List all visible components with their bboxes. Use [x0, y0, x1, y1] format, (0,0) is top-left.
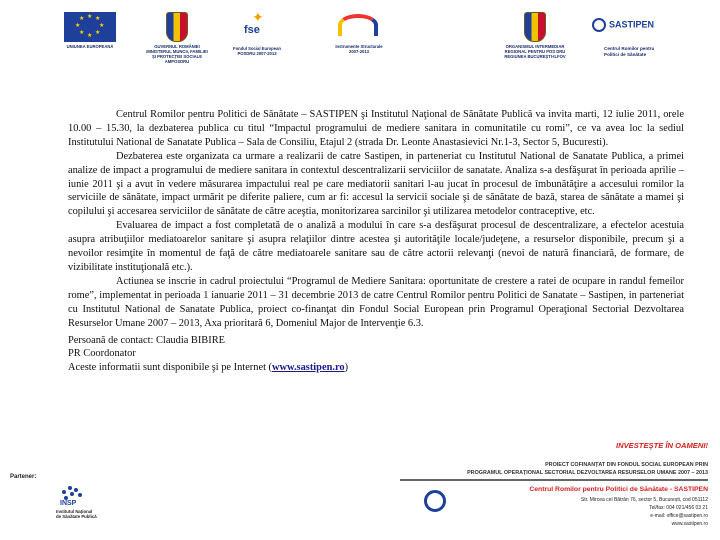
sastipen-logo: [592, 18, 654, 32]
partner-label: Partener:: [10, 474, 37, 480]
eu-flag-icon: ★ ★ ★ ★ ★ ★ ★ ★: [64, 12, 116, 42]
sastipen-caption: [604, 46, 684, 57]
org-name: Centrul Romilor pentru Politici de Sănătate - SASTIPEN: [529, 486, 708, 493]
instrumente-logo: [324, 12, 394, 54]
structural-instruments-icon: [334, 12, 384, 42]
eu-caption: UNIUNEA EUROPEANĂ: [66, 44, 114, 49]
insp-caption-line: Institutul Național: [56, 509, 93, 514]
romania-coat-of-arms-icon: [524, 12, 546, 42]
project-line-1: PROIECT COFINANȚAT DIN FONDUL SOCIAL EUROPEAN PRIN: [545, 462, 708, 468]
press-release-body: [68, 108, 684, 375]
romania-coat-of-arms-icon: [166, 12, 188, 42]
info-prefix: Aceste informatii sunt disponibile şi pe Internet (: [68, 362, 273, 374]
insp-caption-line: de Sănătate Publică: [56, 514, 97, 520]
guvern-logo: [138, 12, 216, 64]
info-line: [68, 361, 684, 375]
invest-slogan: INVESTEŞTE ÎN OAMENI!: [616, 441, 708, 450]
instrumente-caption-line: 2007-2013: [348, 49, 370, 54]
org-web[interactable]: www.sastipen.ro: [671, 521, 708, 527]
oi-logo: [494, 12, 576, 59]
sastipen-name: SASTIPEN: [609, 19, 655, 30]
guvern-caption-line: AMPOSDRU: [164, 59, 190, 64]
oi-caption-line: REGIUNEA BUCUREȘTI-ILFOV: [504, 54, 566, 59]
sastipen-caption-line: Centrul Romilor pentru: [604, 46, 655, 51]
insp-name: INSP: [60, 500, 77, 507]
oi-caption-line: ORGANISMUL INTERMEDIAR: [505, 44, 565, 49]
sastipen-footer-logo-icon: [424, 490, 446, 512]
org-phone: Tel/fax: 004 021/456 03 21: [649, 505, 708, 511]
guvern-caption-line: MINISTERUL MUNCII, FAMILIEI: [146, 49, 208, 54]
sastipen-caption-line: Politici de Sănătate: [604, 51, 647, 57]
footer-divider: [400, 479, 708, 481]
sastipen-logo-icon: [592, 18, 606, 32]
eu-logo: [60, 12, 120, 49]
project-line-2: PROGRAMUL OPERAȚIONAL SECTORIAL DEZVOLTAREA RESURSELOR UMANE 2007 – 2013: [467, 470, 708, 476]
guvern-caption-line: ȘI PROTECȚIEI SOCIALE: [151, 54, 203, 59]
instrumente-caption-line: Instrumente Structurale: [335, 44, 383, 49]
fse-logo-icon: ✦ fse: [244, 11, 264, 36]
org-email[interactable]: e-mail: office@sastipen.ro: [650, 513, 708, 519]
fse-caption-line: POSDRU 2007-2013: [237, 51, 277, 56]
fse-logo: [222, 12, 292, 56]
guvern-caption-line: GUVERNUL ROMÂNIEI: [154, 44, 200, 49]
paragraph-project: Actiunea se inscrie in cadrul proiectului “Programul de Mediere Sanitara: oportunitate de crestere a ratei de ocupare in randul femeilor rome”, implementat in perioada 1 ianuarie 2011 – 31 decembrie 2013 de catre Centrul Romilor pentru Politici de Sanatate – Sastipen, in parteneriat cu Institutul National de Sanatate Publica, proiect co-finanţat din Fondul Social European prin Programul Operaţional Sectorial Dezvoltarea Resurselor Umane 2007 – 2013, Axa prioritară 6, Domeniul Major de Intervenţie 6.3.: [68, 275, 684, 329]
oi-caption-line: REGIONAL PENTRU POS DRU: [504, 49, 566, 54]
info-suffix: ): [344, 362, 349, 374]
website-link[interactable]: www.sastipen.ro: [272, 362, 345, 374]
contact-person: Persoană de contact: Claudia BIBIRE: [68, 334, 225, 346]
insp-caption: [56, 509, 116, 519]
org-address: Str. Mircea cel Bătrân 76, sector 5, București, cod 051112: [580, 497, 708, 503]
paragraph-evaluation: Evaluarea de impact a fost completată de o analiză a modului în care s-a desfăşurat procesul de descentralizare, a efectelor acestuia asupra atribuţiilor mediatoarelor sanitare şi asupra relaţiilor dintre acestea şi autorităţile locale/judeţene, a resurselor disponibile, precum şi a nevoilor resimţite în momentul de faţă de către mediatoarele sanitare sau de către actorii relevanţi (nevoi de natură financiară, de formare, de vizibilitate instituţională etc.).: [68, 220, 684, 273]
paragraph-invitation: Centrul Romilor pentru Politici de Sănătate – SASTIPEN şi Institutul Naţional de Sănătate Publică va invita marti, 12 iulie 2011, orele 10.00 – 15.30, la dezbaterea publica cu titul “Impactul programului de mediere sanitara in comunitatile cu romi”, ce va avea loc la sediul Institutului National de Sanatate Publica – Sala de Consiliu, Etajul 2 (strada Dr. Leonte Anastasievici Nr.1-3, Sector 5, Bucuresti).: [68, 109, 684, 148]
fse-caption-line: Fondul Social European: [233, 46, 281, 51]
contact-role: PR Coordonator: [68, 348, 136, 360]
paragraph-organization: Dezbaterea este organizata ca urmare a realizarii de catre Sastipen, in parteneriat cu Institutul National de Sanatate Publica, a primei analize de impact a programului de mediere sanitara in contextul descentralizarii serviciilor de sanatate. Analiza s-a desfăşurat în perioada aprilie – iunie 2011 şi a avut în vedere măsurarea impactului real pe care mediatorii sanitari l-au jucat în procesul de îmbunătăţire a accesului romilor la serviciile de sănătate, impact urmărit pe diferite paliere, cum ar fi: accesul la servicii sociale şi de sănătate de bază, starea de sănătate a mamei şi copilului şi accesarea serviciilor de sănătate de către aceştia, monitorizarea sarcinilor şi utilizarea metodelor contraceptive, etc.: [68, 150, 684, 218]
